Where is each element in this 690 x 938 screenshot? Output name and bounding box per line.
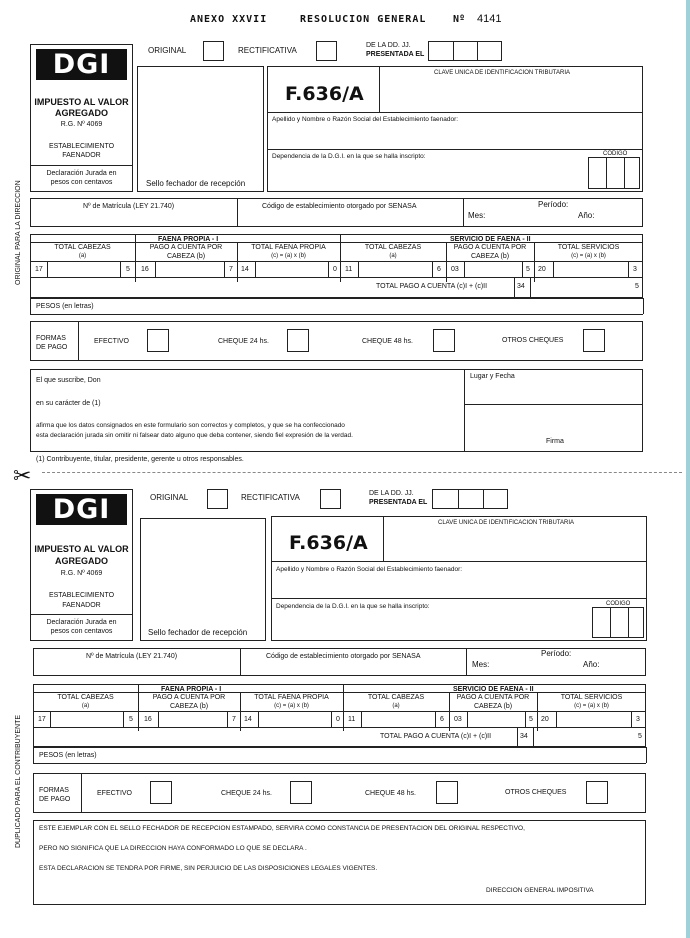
- number-label: Nº: [453, 14, 466, 25]
- cut-line: [42, 472, 682, 473]
- reception-stamp-box-dup: [140, 518, 266, 641]
- presented-date-field[interactable]: [428, 41, 502, 61]
- form-code: F.636/A: [285, 83, 364, 105]
- resolution-title: RESOLUCION GENERAL: [300, 14, 427, 25]
- form-code-dup: F.636/A: [289, 532, 368, 554]
- side-label-duplicate: DUPLICADO PARA EL CONTRIBUYENTE: [15, 714, 22, 848]
- other-checks-checkbox[interactable]: [583, 329, 605, 352]
- code-field-dup[interactable]: [592, 607, 644, 638]
- presented-date-field-dup[interactable]: [432, 489, 508, 509]
- rectificativa-checkbox[interactable]: [316, 41, 337, 61]
- resolution-number: 4141: [477, 13, 502, 25]
- check48-checkbox[interactable]: [433, 329, 455, 352]
- dgi-logo-dup: DGI: [36, 494, 127, 525]
- check24-checkbox[interactable]: [287, 329, 309, 352]
- cash-checkbox-dup[interactable]: [150, 781, 172, 804]
- rectificativa-label: RECTIFICATIVA: [238, 46, 297, 55]
- scissors-icon: ✂: [13, 464, 32, 489]
- original-label: ORIGINAL: [148, 46, 187, 55]
- code-field[interactable]: [588, 157, 640, 189]
- original-checkbox-dup[interactable]: [207, 489, 228, 509]
- other-checks-checkbox-dup[interactable]: [586, 781, 608, 804]
- rectificativa-checkbox-dup[interactable]: [320, 489, 341, 509]
- page-edge: [686, 0, 690, 938]
- side-label-original: ORIGINAL PARA LA DIRECCION: [15, 180, 22, 285]
- check24-checkbox-dup[interactable]: [290, 781, 312, 804]
- name-label[interactable]: Apellido y Nombre o Razón Social del Establecimiento faenador:: [272, 116, 459, 123]
- cash-checkbox[interactable]: [147, 329, 169, 352]
- dgi-logo: DGI: [36, 49, 127, 80]
- annex-title: ANEXO XXVII: [190, 14, 268, 25]
- dependency-label[interactable]: Dependencia de la D.G.I. en la que se halla inscripto:: [272, 153, 426, 160]
- check48-checkbox-dup[interactable]: [436, 781, 458, 804]
- original-checkbox[interactable]: [203, 41, 224, 61]
- reception-stamp-box: [137, 66, 264, 192]
